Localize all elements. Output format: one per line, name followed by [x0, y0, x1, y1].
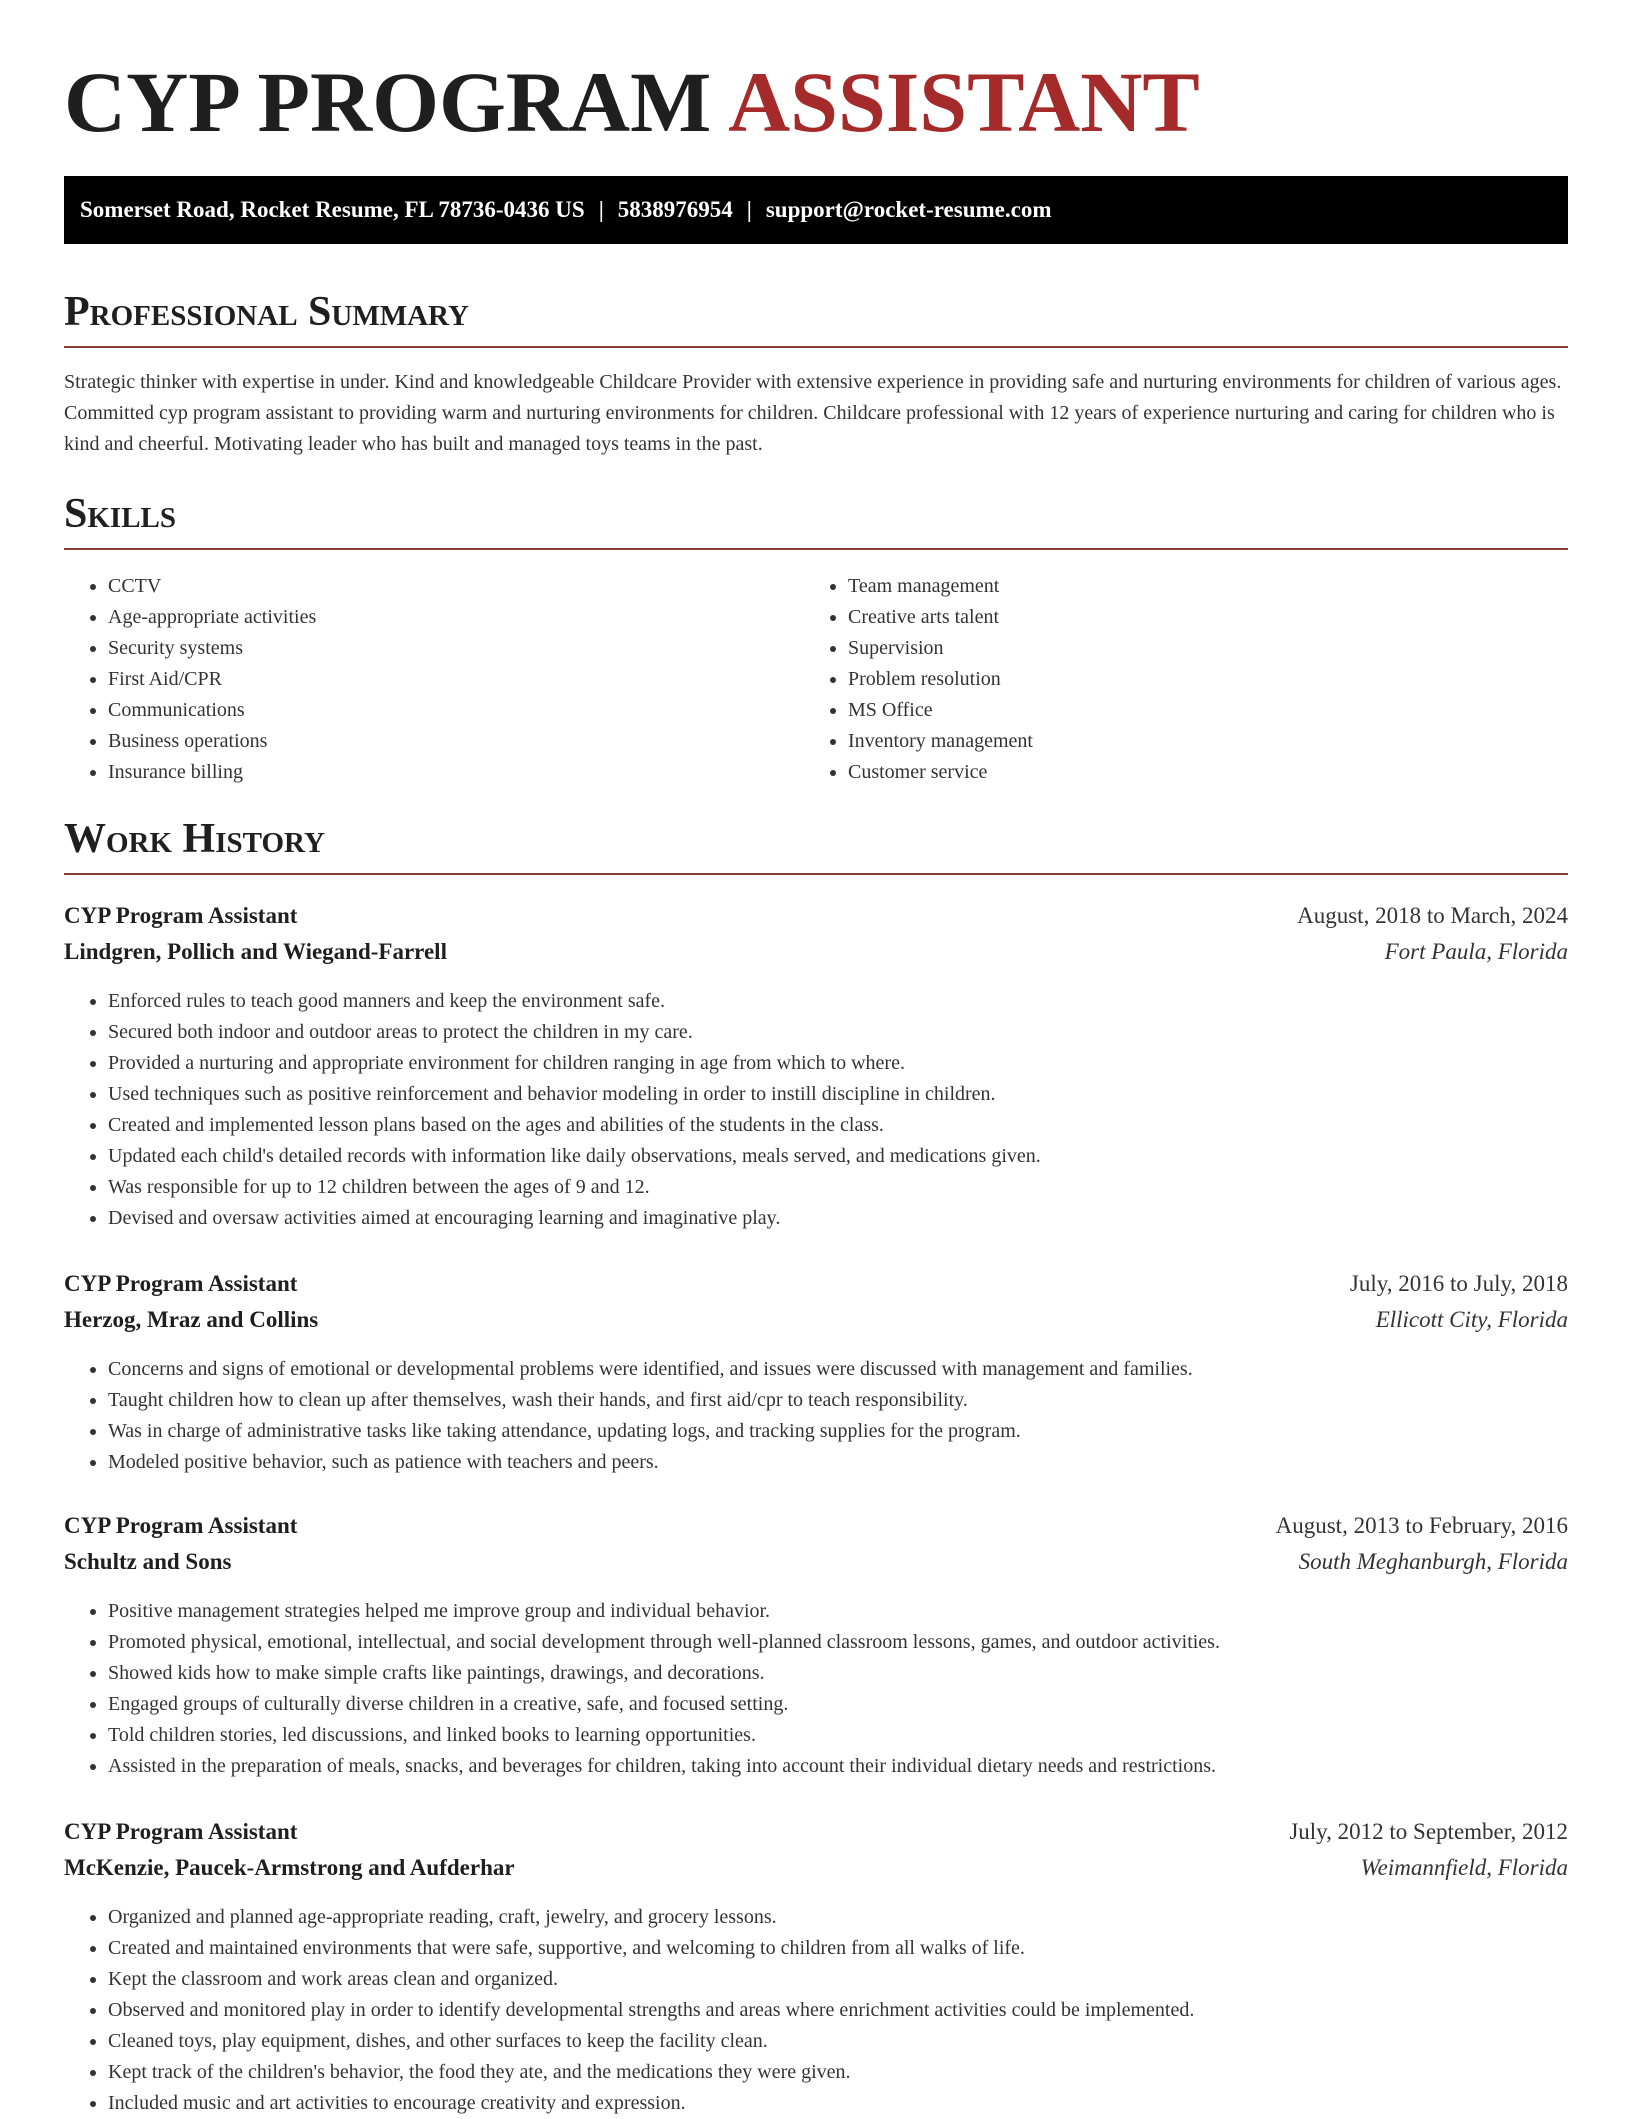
job-title: CYP Program Assistant [64, 1819, 298, 1844]
job-duty: • Assisted in the preparation of meals, snacks, and beverages for children, taking into account their individual dietary needs and restrictions. [108, 1751, 1568, 1782]
job-duty: • Positive management strategies helped me improve group and individual behavior. [108, 1596, 1568, 1627]
job-duty: • Taught children how to clean up after themselves, wash their hands, and first aid/cpr to teach responsibility. [108, 1385, 1568, 1416]
job-duty: • Enforced rules to teach good manners and keep the environment safe. [108, 986, 1568, 1017]
job-duty: • Kept the classroom and work areas clean and organized. [108, 1964, 1568, 1995]
skill-item: • Age-appropriate activities [108, 602, 808, 633]
contact-bar [64, 176, 1568, 244]
job-duties [64, 1902, 1568, 2119]
job-header [64, 1508, 1568, 1544]
skill-item: • Business operations [108, 726, 808, 757]
job-duties [64, 1596, 1568, 1782]
skills-list-left [64, 571, 808, 788]
job-title: CYP Program Assistant [64, 1271, 298, 1296]
job-duty: • Promoted physical, emotional, intellectual, and social development through well-planned classroom lessons, games, and outdoor activities. [108, 1627, 1568, 1658]
job-duty: • Organized and planned age-appropriate reading, craft, jewelry, and grocery lessons. [108, 1902, 1568, 1933]
contact-separator: | [598, 197, 604, 222]
job-dates: July, 2012 to September, 2012 [1289, 1819, 1568, 1844]
skill-item: • Customer service [848, 757, 1548, 788]
resume-title [64, 52, 1200, 152]
job-subheader [64, 1850, 1568, 1886]
job-company: Schultz and Sons [64, 1549, 232, 1574]
job-duty: • Provided a nurturing and appropriate environment for children ranging in age from which to where. [108, 1048, 1568, 1079]
job-duty: • Engaged groups of culturally diverse children in a creative, safe, and focused setting. [108, 1689, 1568, 1720]
job-duty: • Was responsible for up to 12 children between the ages of 9 and 12. [108, 1172, 1568, 1203]
job-duties [64, 986, 1568, 1234]
skill-item: • Insurance billing [108, 757, 808, 788]
job-duty: • Showed kids how to make simple crafts like paintings, drawings, and decorations. [108, 1658, 1568, 1689]
job-duty: • Updated each child's detailed records with information like daily observations, meals served, and medications given. [108, 1141, 1568, 1172]
job-duty: • Observed and monitored play in order to identify developmental strengths and areas where enrichment activities could be implemented. [108, 1995, 1568, 2026]
contact-address: Somerset Road, Rocket Resume, FL 78736-0436 US [80, 197, 585, 222]
job-dates: August, 2018 to March, 2024 [1297, 903, 1568, 928]
job-location: Fort Paula, Florida [1384, 939, 1568, 964]
skill-item: • Creative arts talent [848, 602, 1548, 633]
skill-item: • First Aid/CPR [108, 664, 808, 695]
job-subheader [64, 1544, 1568, 1580]
skill-item: • Supervision [848, 633, 1548, 664]
job-subheader [64, 934, 1568, 970]
job-location: Ellicott City, Florida [1375, 1307, 1568, 1332]
contact-email[interactable]: support@rocket-resume.com [765, 197, 1052, 222]
job-header [64, 1814, 1568, 1850]
job-location: South Meghanburgh, Florida [1298, 1549, 1568, 1574]
job-duties [64, 1354, 1568, 1478]
job-duty: • Created and maintained environments that were safe, supportive, and welcoming to children from all walks of life. [108, 1933, 1568, 1964]
job-duty: • Was in charge of administrative tasks like taking attendance, updating logs, and tracking supplies for the program. [108, 1416, 1568, 1447]
skill-item: • MS Office [848, 695, 1548, 726]
job-duty: • Secured both indoor and outdoor areas to protect the children in my care. [108, 1017, 1568, 1048]
job-company: Lindgren, Pollich and Wiegand-Farrell [64, 939, 447, 964]
job-duty: • Cleaned toys, play equipment, dishes, and other surfaces to keep the facility clean. [108, 2026, 1568, 2057]
title-main: CYP PROGRAM [64, 54, 712, 150]
summary-text: Strategic thinker with expertise in under. Kind and knowledgeable Childcare Provider with extensive experience in providing safe and nurturing environments for children of various ages. Committed cyp program assistant to providing warm and nurturing environments for children. Childcare professional with 12 years of experience nurturing and caring for children who is kind and cheerful. Motivating leader who has built and managed toys teams in the past. [64, 371, 1562, 455]
job-duty: • Modeled positive behavior, such as patience with teachers and peers. [108, 1447, 1568, 1478]
skills-list-right [804, 571, 1548, 788]
title-accent: ASSISTANT [728, 54, 1200, 150]
job-title: CYP Program Assistant [64, 1513, 298, 1538]
job-dates: July, 2016 to July, 2018 [1349, 1271, 1568, 1296]
job-title: CYP Program Assistant [64, 903, 298, 928]
job-company: Herzog, Mraz and Collins [64, 1307, 319, 1332]
job-dates: August, 2013 to February, 2016 [1275, 1513, 1568, 1538]
job-duty: • Used techniques such as positive reinforcement and behavior modeling in order to instill discipline in children. [108, 1079, 1568, 1110]
job-duty: • Concerns and signs of emotional or developmental problems were identified, and issues were discussed with management and families. [108, 1354, 1568, 1385]
skill-item: • Communications [108, 695, 808, 726]
contact-separator: | [746, 197, 752, 222]
job-duty: • Told children stories, led discussions, and linked books to learning opportunities. [108, 1720, 1568, 1751]
job-duty: • Included music and art activities to encourage creativity and expression. [108, 2088, 1568, 2119]
contact-phone: 5838976954 [617, 197, 733, 222]
job-duty: • Kept track of the children's behavior, the food they ate, and the medications they were given. [108, 2057, 1568, 2088]
skill-item: • Inventory management [848, 726, 1548, 757]
work-history-heading: Work History [64, 815, 1568, 875]
skill-item: • Problem resolution [848, 664, 1548, 695]
job-header [64, 1266, 1568, 1302]
skills-heading: Skills [64, 490, 1568, 550]
skill-item: • CCTV [108, 571, 808, 602]
summary-heading: Professional Summary [64, 288, 1568, 348]
job-duty: • Devised and oversaw activities aimed at encouraging learning and imaginative play. [108, 1203, 1568, 1234]
job-location: Weimannfield, Florida [1360, 1855, 1568, 1880]
job-header [64, 898, 1568, 934]
job-company: McKenzie, Paucek-Armstrong and Aufderhar [64, 1855, 515, 1880]
skill-item: • Team management [848, 571, 1548, 602]
job-duty: • Created and implemented lesson plans based on the ages and abilities of the students in the class. [108, 1110, 1568, 1141]
job-subheader [64, 1302, 1568, 1338]
skill-item: • Security systems [108, 633, 808, 664]
